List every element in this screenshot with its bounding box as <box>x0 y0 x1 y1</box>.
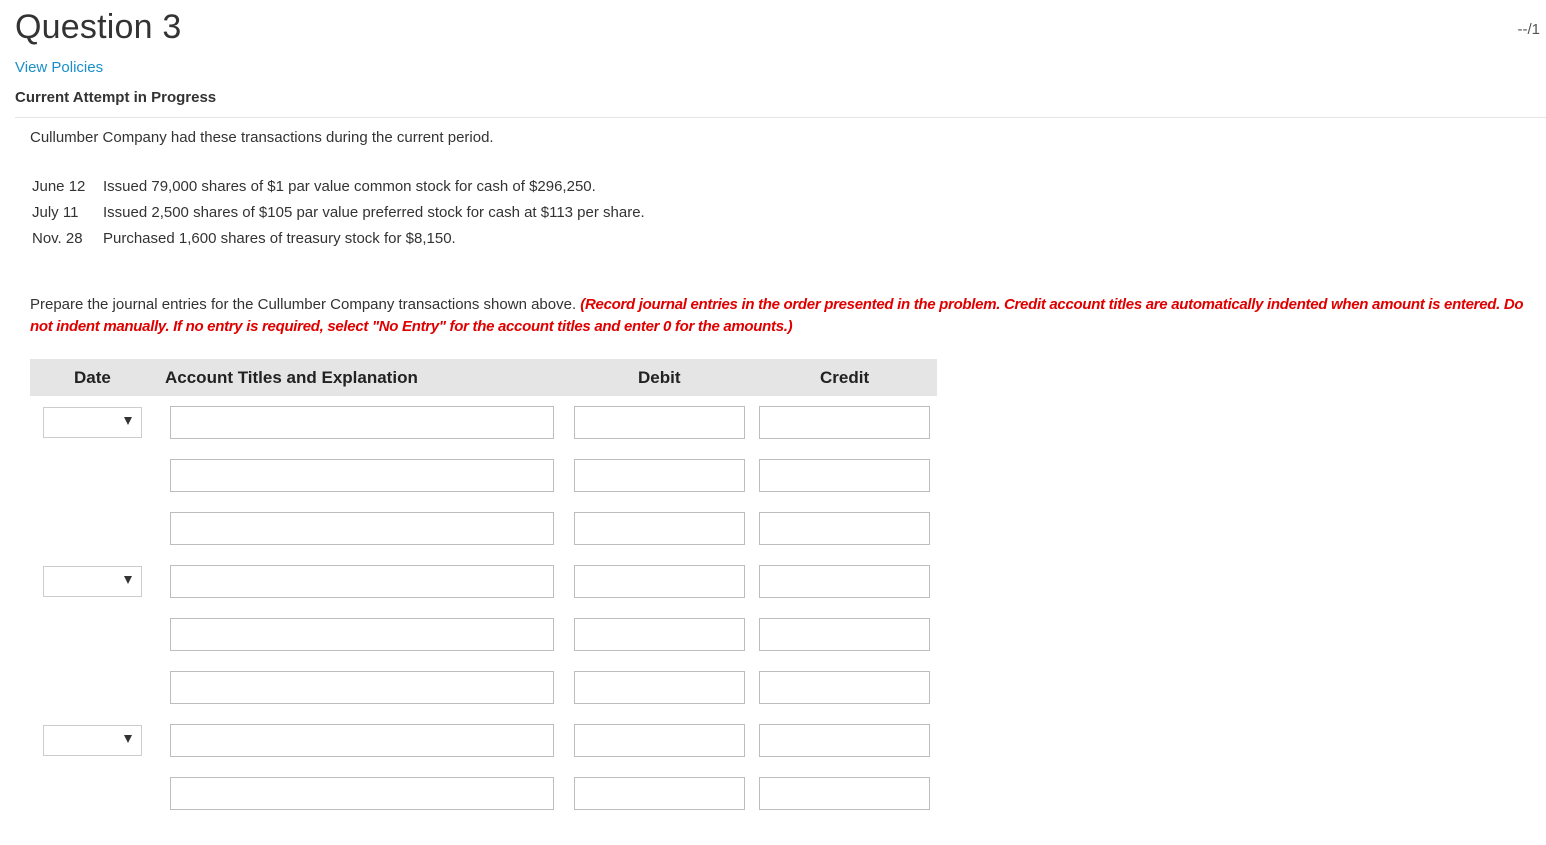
journal-row <box>0 618 940 651</box>
debit-input[interactable] <box>574 406 745 439</box>
account-title-input[interactable] <box>170 565 554 598</box>
column-header-debit: Debit <box>638 368 681 387</box>
date-dropdown[interactable] <box>43 566 142 597</box>
journal-row <box>0 512 940 545</box>
column-header-credit: Credit <box>820 368 870 387</box>
account-title-input[interactable] <box>170 777 554 810</box>
question-title: Question 3 <box>15 8 182 46</box>
account-title-input[interactable] <box>170 724 554 757</box>
problem-intro: Cullumber Company had these transactions during the current period. <box>30 129 494 146</box>
journal-row <box>0 777 940 810</box>
transaction-row <box>30 199 645 225</box>
debit-input[interactable] <box>574 777 745 810</box>
debit-input[interactable] <box>574 512 745 545</box>
date-dropdown[interactable] <box>43 725 142 756</box>
transaction-row <box>30 225 645 251</box>
column-header-date: Date <box>74 368 111 387</box>
transaction-text: Purchased 1,600 shares of treasury stock for $8,150. <box>103 229 456 247</box>
column-header-account: Account Titles and Explanation <box>165 368 418 387</box>
view-policies-link[interactable]: View Policies <box>15 59 104 76</box>
header-divider <box>15 117 1546 118</box>
credit-input[interactable] <box>759 724 930 757</box>
debit-input[interactable] <box>574 671 745 704</box>
transaction-date: June 12 <box>32 177 86 195</box>
attempt-status: Current Attempt in Progress <box>15 89 217 106</box>
prompt-text: Prepare the journal entries for the Cullumber Company transactions shown above. <box>30 296 577 313</box>
credit-input[interactable] <box>759 459 930 492</box>
date-dropdown[interactable] <box>43 407 142 438</box>
journal-row <box>0 565 940 598</box>
account-title-input[interactable] <box>170 459 554 492</box>
transactions-list <box>30 173 645 251</box>
credit-input[interactable] <box>759 618 930 651</box>
account-title-input[interactable] <box>170 406 554 439</box>
credit-input[interactable] <box>759 777 930 810</box>
dropdown-arrow-icon <box>124 576 132 584</box>
transaction-text: Issued 79,000 shares of $1 par value common stock for cash of $296,250. <box>103 177 596 195</box>
credit-input[interactable] <box>759 671 930 704</box>
journal-row <box>0 671 940 704</box>
account-title-input[interactable] <box>170 512 554 545</box>
account-title-input[interactable] <box>170 671 554 704</box>
credit-input[interactable] <box>759 512 930 545</box>
debit-input[interactable] <box>574 565 745 598</box>
credit-input[interactable] <box>759 565 930 598</box>
debit-input[interactable] <box>574 459 745 492</box>
transaction-date: July 11 <box>32 203 79 221</box>
dropdown-arrow-icon <box>124 417 132 425</box>
instructions-paragraph <box>30 294 1530 338</box>
transaction-text: Issued 2,500 shares of $105 par value preferred stock for cash at $113 per share. <box>103 203 645 221</box>
journal-row <box>0 724 940 757</box>
journal-row <box>0 459 940 492</box>
debit-input[interactable] <box>574 724 745 757</box>
score-indicator: --/1 <box>1517 21 1540 38</box>
transaction-row <box>30 173 645 199</box>
debit-input[interactable] <box>574 618 745 651</box>
instructions-note: (Record journal entries in the order presented in the problem. Credit account titles are automatically indented when amount is entered. Do not indent manually. If no entry is required, select "No Entry" for the account titles and enter 0 for the amounts.) <box>30 296 1524 335</box>
account-title-input[interactable] <box>170 618 554 651</box>
journal-row <box>0 406 940 439</box>
credit-input[interactable] <box>759 406 930 439</box>
transaction-date: Nov. 28 <box>32 229 83 247</box>
dropdown-arrow-icon <box>124 735 132 743</box>
journal-table-header <box>30 359 937 396</box>
